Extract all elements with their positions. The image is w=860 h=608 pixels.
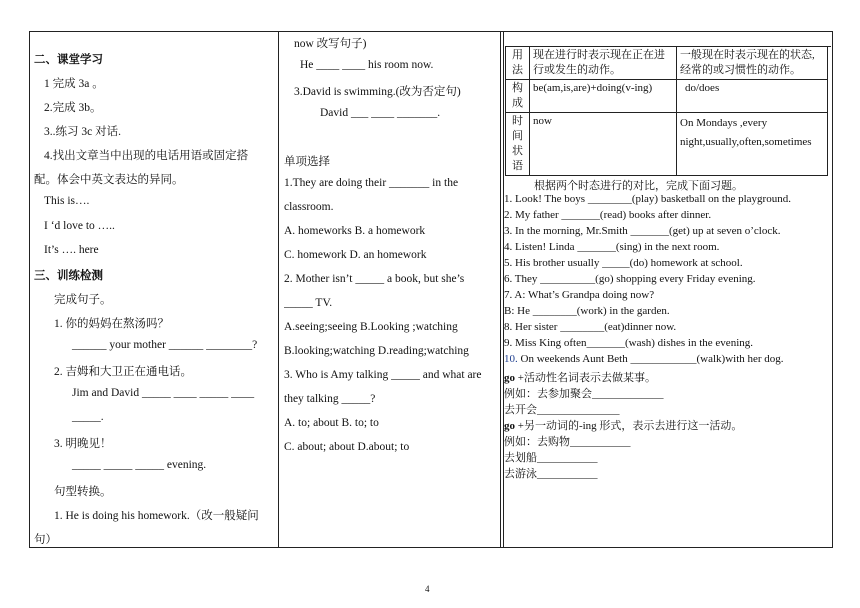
- exercise-item: B: He ________(work) in the garden.: [504, 305, 670, 317]
- grammar-note: [504, 417, 742, 433]
- exercise-item: 5. His brother usually _____(do) homework at school.: [504, 257, 743, 269]
- exercise-number: 10.: [504, 353, 518, 365]
- column-middle: [284, 31, 500, 548]
- answer-line: ______ your mother ______ ________?: [72, 339, 258, 351]
- text-line: 1. He is doing his homework.（改一般疑问: [54, 510, 259, 522]
- example-line: 例如：去参加聚会_____________: [504, 388, 664, 400]
- exercise-item: 6. They __________(go) shopping every Friday evening.: [504, 273, 756, 285]
- column-right: [504, 31, 832, 548]
- section-heading-multiple-choice: 单项选择: [284, 156, 330, 168]
- text-line: 句）: [34, 534, 57, 546]
- question-line: 1. 你的妈妈在熬汤吗？: [54, 318, 169, 330]
- text-line: 1 完成 3a 。: [44, 78, 104, 90]
- text-line: He ____ ____ his room now.: [300, 59, 434, 71]
- text-line: David ___ ____ _______.: [320, 107, 441, 119]
- exercise-item: 1. Look! The boys ________(play) basketball on the playground.: [504, 193, 791, 205]
- question-line: 2. 吉姆和大卫正在通电话。: [54, 366, 192, 378]
- text-line: 1.They are doing their _______ in the: [284, 177, 459, 189]
- cell-simple-time: On Mondays ,every night,usually,often,sometimes: [677, 113, 828, 176]
- text-line: classroom.: [284, 201, 334, 213]
- row-label-time-adverbial: 时 间 状 语: [506, 113, 530, 176]
- cell-simple-structure: do/does: [677, 80, 828, 113]
- keyword-go: go: [504, 372, 515, 384]
- page-number: 4: [425, 584, 430, 594]
- exercise-item: 7. A: What’s Grandpa doing now?: [504, 289, 655, 301]
- row-label-usage: 用 法: [506, 47, 530, 80]
- answer-line: Jim and David _____ ____ _____ ____: [72, 387, 255, 399]
- answer-line: _____ _____ _____ evening.: [72, 459, 207, 471]
- option-line: C. homework D. an homework: [284, 249, 427, 261]
- exercise-text: On weekends Aunt Beth ____________(walk)with her dog.: [517, 353, 784, 365]
- instruction-line: 根据两个时态进行的对比，完成下面习题。: [534, 180, 743, 192]
- section-heading-practice: 三、训练检测: [34, 270, 103, 282]
- exercise-item: 8. Her sister ________(eat)dinner now.: [504, 321, 677, 333]
- text-line: now 改写句子): [294, 38, 367, 50]
- column-left: [34, 31, 278, 548]
- cell-simple-usage: 一般现在时表示现在的状态,经常的或习惯性的动作。: [677, 47, 828, 80]
- text-line: 句型转换。: [54, 486, 112, 498]
- text-line: 3..练习 3c 对话.: [44, 126, 121, 138]
- option-line: A. homeworks B. a homework: [284, 225, 426, 237]
- row-label-structure: 构 成: [506, 80, 530, 113]
- option-line: A. to; about B. to; to: [284, 417, 379, 429]
- phrase-line: This is….: [44, 195, 90, 207]
- phrase-line: I ‘d love to …..: [44, 220, 115, 232]
- text-line: 3.David is swimming.(改为否定句): [294, 86, 461, 98]
- text-line: 3. Who is Amy talking _____ and what are: [284, 369, 482, 381]
- example-line: 例如：去购物___________: [504, 436, 631, 448]
- note-text: +另一动词的-ing 形式，表示去进行这一活动。: [515, 420, 743, 432]
- exercise-item: [504, 353, 784, 365]
- example-line: 去游泳___________: [504, 468, 598, 480]
- text-line: 2.完成 3b。: [44, 102, 102, 114]
- section-heading-class-study: 二、课堂学习: [34, 54, 103, 66]
- text-line: _____ TV.: [284, 297, 333, 309]
- text-line: 完成句子。: [54, 294, 112, 306]
- exercise-item: 3. In the morning, Mr.Smith _______(get) up at seven o’clock.: [504, 225, 781, 237]
- answer-line: _____.: [72, 411, 104, 423]
- example-line: 去开会_______________: [504, 404, 620, 416]
- keyword-go: go: [504, 420, 515, 432]
- text-line: they talking _____?: [284, 393, 376, 405]
- question-line: 3. 明晚见！: [54, 438, 112, 450]
- example-line: 去划船___________: [504, 452, 598, 464]
- exercise-item: 9. Miss King often_______(wash) dishes in the evening.: [504, 337, 753, 349]
- option-line: A.seeing;seeing B.Looking ;watching: [284, 321, 458, 333]
- cell-progressive-structure: be(am,is,are)+doing(v-ing): [530, 80, 677, 113]
- text-line: 配。体会中英文表达的异同。: [34, 174, 184, 186]
- cell-progressive-time: now: [530, 113, 677, 176]
- column-divider-left: [278, 31, 279, 548]
- exercise-item: 2. My father _______(read) books after dinner.: [504, 209, 712, 221]
- column-divider-right-a: [500, 31, 501, 548]
- note-text: +活动性名词表示去做某事。: [515, 372, 656, 384]
- grammar-note: [504, 369, 656, 385]
- exercise-item: 4. Listen! Linda _______(sing) in the next room.: [504, 241, 720, 253]
- phrase-line: It’s …. here: [44, 244, 99, 256]
- option-line: B.looking;watching D.reading;watching: [284, 345, 469, 357]
- text-line: 2. Mother isn’t _____ a book, but she’s: [284, 273, 465, 285]
- cell-progressive-usage: 现在进行时表示现在正在进行或发生的动作。: [530, 47, 677, 80]
- option-line: C. about; about D.about; to: [284, 441, 410, 453]
- text-line: 4.找出文章当中出现的电话用语或固定搭: [44, 150, 249, 162]
